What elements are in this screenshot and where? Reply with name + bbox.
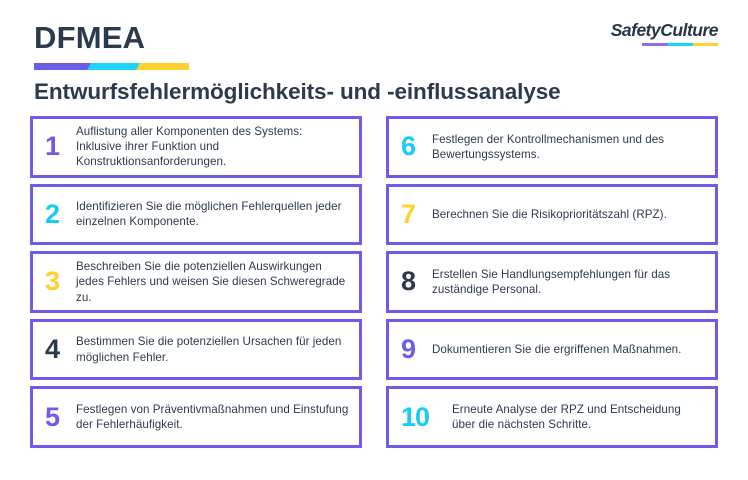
step-number: 8 xyxy=(401,266,416,297)
step-text: Festlegen von Präventivmaßnahmen und Einstufung der Fehlerhäufigkeit. xyxy=(76,402,349,432)
accent-bar-segment-cyan xyxy=(87,63,143,70)
step-text: Festlegen der Kontrollmechanismen und des Bewertungssystems. xyxy=(432,132,665,161)
step-number: 1 xyxy=(45,131,60,162)
page-subtitle: Entwurfsfehlermöglichkeits- und -einflussanalyse xyxy=(34,79,561,104)
step-text: Erneute Analyse der RPZ und Entscheidung über die nächsten Schritte. xyxy=(452,402,681,432)
step-number: 4 xyxy=(45,334,60,365)
step-card xyxy=(30,116,362,178)
brand-name-safety: Safety xyxy=(610,20,661,40)
step-card xyxy=(386,386,718,448)
step-text: Identifizieren Sie die möglichen Fehlerquellen jeder einzelnen Komponente. xyxy=(76,200,342,229)
step-number: 10 xyxy=(401,401,430,432)
accent-bar xyxy=(34,63,189,70)
step-card xyxy=(30,184,362,246)
poster-header xyxy=(0,0,748,112)
safetyculture-logo xyxy=(611,22,718,46)
step-number: 7 xyxy=(401,198,416,229)
brand-name-culture: Culture xyxy=(660,20,718,40)
step-card xyxy=(30,319,362,381)
accent-bar-segment-yellow xyxy=(136,63,189,70)
accent-bar-segment-purple xyxy=(34,63,94,70)
step-card xyxy=(386,319,718,381)
step-number: 5 xyxy=(45,401,60,432)
step-text: Erstellen Sie Handlungsempfehlungen für das zuständige Personal. xyxy=(432,267,671,296)
brand-underline-segment-cyan xyxy=(668,43,693,46)
step-card xyxy=(386,116,718,178)
brand-underline-segment-purple xyxy=(642,43,668,46)
step-text: Dokumentieren Sie die ergriffenen Maßnahmen. xyxy=(432,342,682,356)
step-number: 2 xyxy=(45,198,60,229)
steps-grid xyxy=(30,116,718,448)
step-card xyxy=(30,251,362,313)
step-text: Bestimmen Sie die potenziellen Ursachen für jeden möglichen Fehler. xyxy=(76,335,342,364)
step-card xyxy=(386,251,718,313)
step-text: Berechnen Sie die Risikoprioritätszahl (RPZ). xyxy=(432,207,667,221)
step-number: 6 xyxy=(401,131,416,162)
step-card xyxy=(386,184,718,246)
step-number: 3 xyxy=(45,266,60,297)
brand-underline xyxy=(642,43,718,46)
brand-underline-segment-yellow xyxy=(693,43,718,46)
page-title: DFMEA xyxy=(34,20,146,55)
step-text: Beschreiben Sie die potenziellen Auswirkungen jedes Fehlers und weisen Sie diesen Schweregrade zu. xyxy=(76,260,346,304)
step-text: Auflistung aller Komponenten des Systems: Inklusive ihrer Funktion und Konstruktionsanforderungen. xyxy=(76,124,303,169)
step-number: 9 xyxy=(401,334,416,365)
step-card xyxy=(30,386,362,448)
